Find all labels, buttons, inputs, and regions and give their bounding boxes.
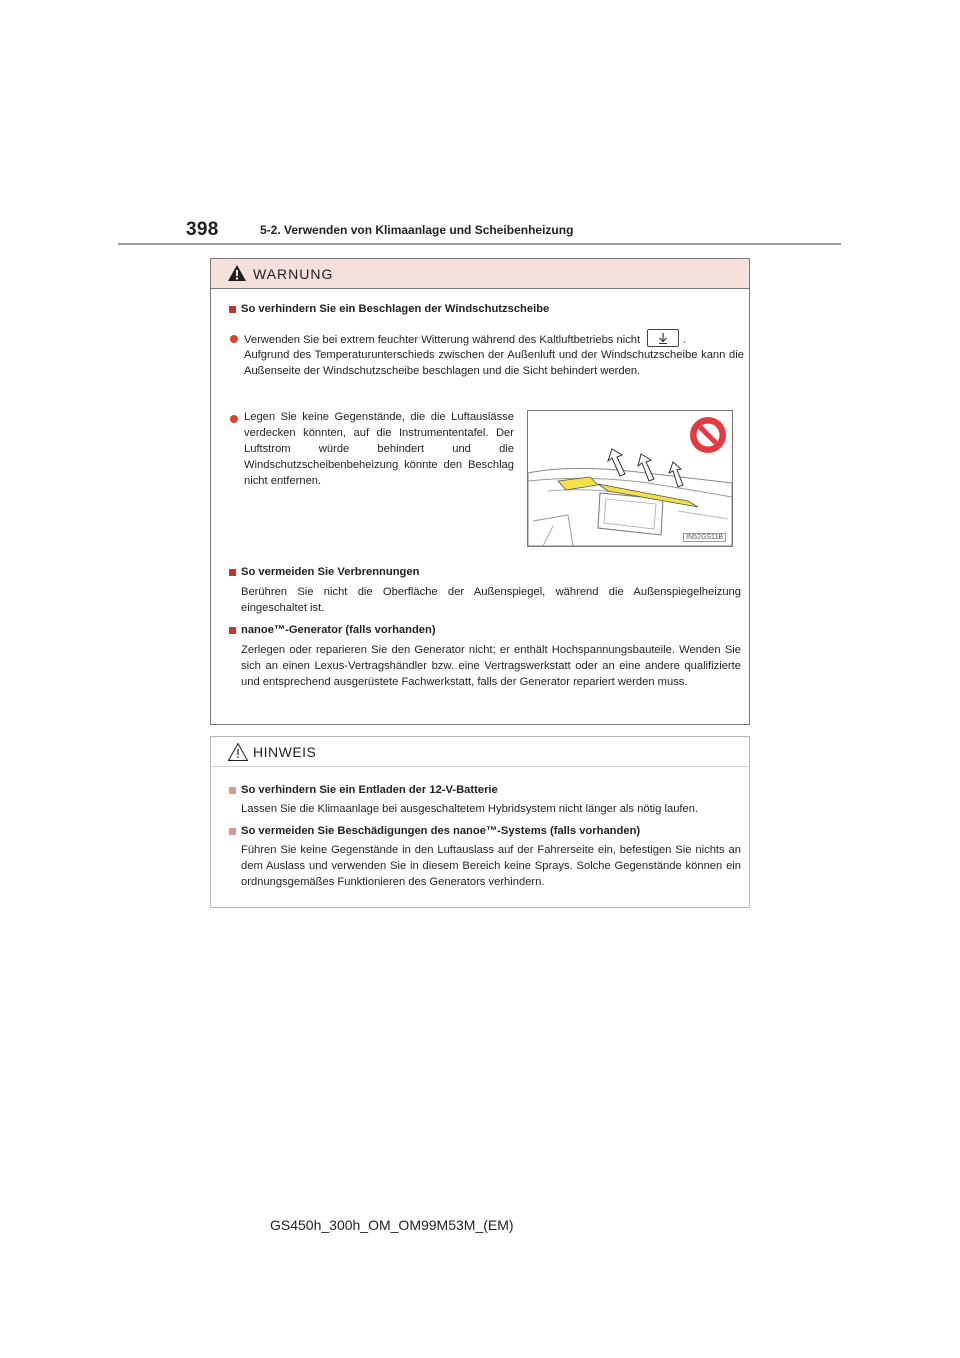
warning-box: [210, 258, 750, 725]
warning-heading-nanoe: nanoe™-Generator (falls vorhanden): [241, 624, 436, 636]
dashboard-illustration: [527, 410, 733, 547]
dashboard-vent-image: [528, 411, 732, 546]
note-heading-nanoe: So vermeiden Sie Beschädigungen des nanoe™-Systems (falls vorhanden): [241, 825, 641, 837]
warning-body-nanoe: Zerlegen oder reparieren Sie den Generator nicht; er enthält Hochspannungsbauteile. Wenden Sie sich an einen Lexus-Vertragshändler bzw. eine Vertragswerkstatt oder an eine andere qualifizierte und entsprechend ausgerüstete Fachwerkstatt, falls der Generator repariert werden muss.: [241, 644, 741, 688]
caution-triangle-icon: [227, 742, 249, 762]
warning-title: WARNUNG: [253, 266, 334, 282]
warning-triangle-icon: [227, 264, 247, 282]
bullet-dot: [230, 335, 238, 343]
warning-bullet-1-end: .: [683, 334, 687, 346]
page-number: 398: [186, 219, 219, 240]
note-section-marker: [229, 787, 236, 794]
warning-body-burns: Berühren Sie nicht die Oberfläche der Außenspiegel, während die Außenspiegelheizung eingeschaltet ist.: [241, 586, 741, 614]
warning-section-marker: [229, 569, 236, 576]
note-header: [211, 737, 749, 767]
model-code: GS450h_300h_OM_OM99M53M_(EM): [270, 1217, 514, 1233]
note-body-battery: Lassen Sie die Klimaanlage bei ausgeschaltetem Hybridsystem nicht länger als nötig laufen.: [241, 803, 699, 815]
note-section-marker: [229, 828, 236, 835]
warning-bullet-1-line: [244, 329, 744, 348]
section-title: 5-2. Verwenden von Klimaanlage und Scheibenheizung: [260, 223, 574, 237]
warning-heading-fog: So verhindern Sie ein Beschlagen der Windschutzscheibe: [241, 303, 550, 315]
header-rule: [118, 243, 841, 245]
warning-header: [211, 259, 749, 289]
note-heading-battery: So verhindern Sie ein Entladen der 12-V-Batterie: [241, 784, 498, 796]
warning-bullet-2-text: Legen Sie keine Gegenstände, die die Luftauslässe verdecken könnten, auf die Instrumententafel. Der Luftstrom würde behindert und die Windschutzscheibenbeheizung könnte den Beschlag nicht entfernen.: [244, 411, 514, 487]
note-body-nanoe: Führen Sie keine Gegenstände in den Luftauslass auf der Fahrerseite ein, befestigen Sie nichts an dem Auslass und verwenden Sie in diesem Bereich keine Sprays. Solche Gegenstände können ein ordnungsgemäßes Funktionieren des Generators verhindern.: [241, 844, 741, 888]
note-title: HINWEIS: [253, 744, 317, 760]
warning-bullet-1-text: Verwenden Sie bei extrem feuchter Witterung während des Kaltluftbetriebs nicht: [244, 334, 641, 346]
warning-heading-burns: So vermeiden Sie Verbrennungen: [241, 566, 420, 578]
warning-section-marker: [229, 306, 236, 313]
note-box: [210, 736, 750, 908]
illustration-code: IN52GS11B: [683, 533, 726, 542]
warning-bullet-1-continuation: Aufgrund des Temperaturunterschieds zwischen der Außenluft und der Windschutzscheibe kann die Außenseite der Windschutzscheibe beschlagen und die Sicht behindert werden.: [244, 349, 744, 377]
prohibition-icon: [690, 417, 726, 453]
warning-section-marker: [229, 627, 236, 634]
ac-button-icon: [647, 329, 679, 347]
bullet-dot: [230, 415, 238, 423]
